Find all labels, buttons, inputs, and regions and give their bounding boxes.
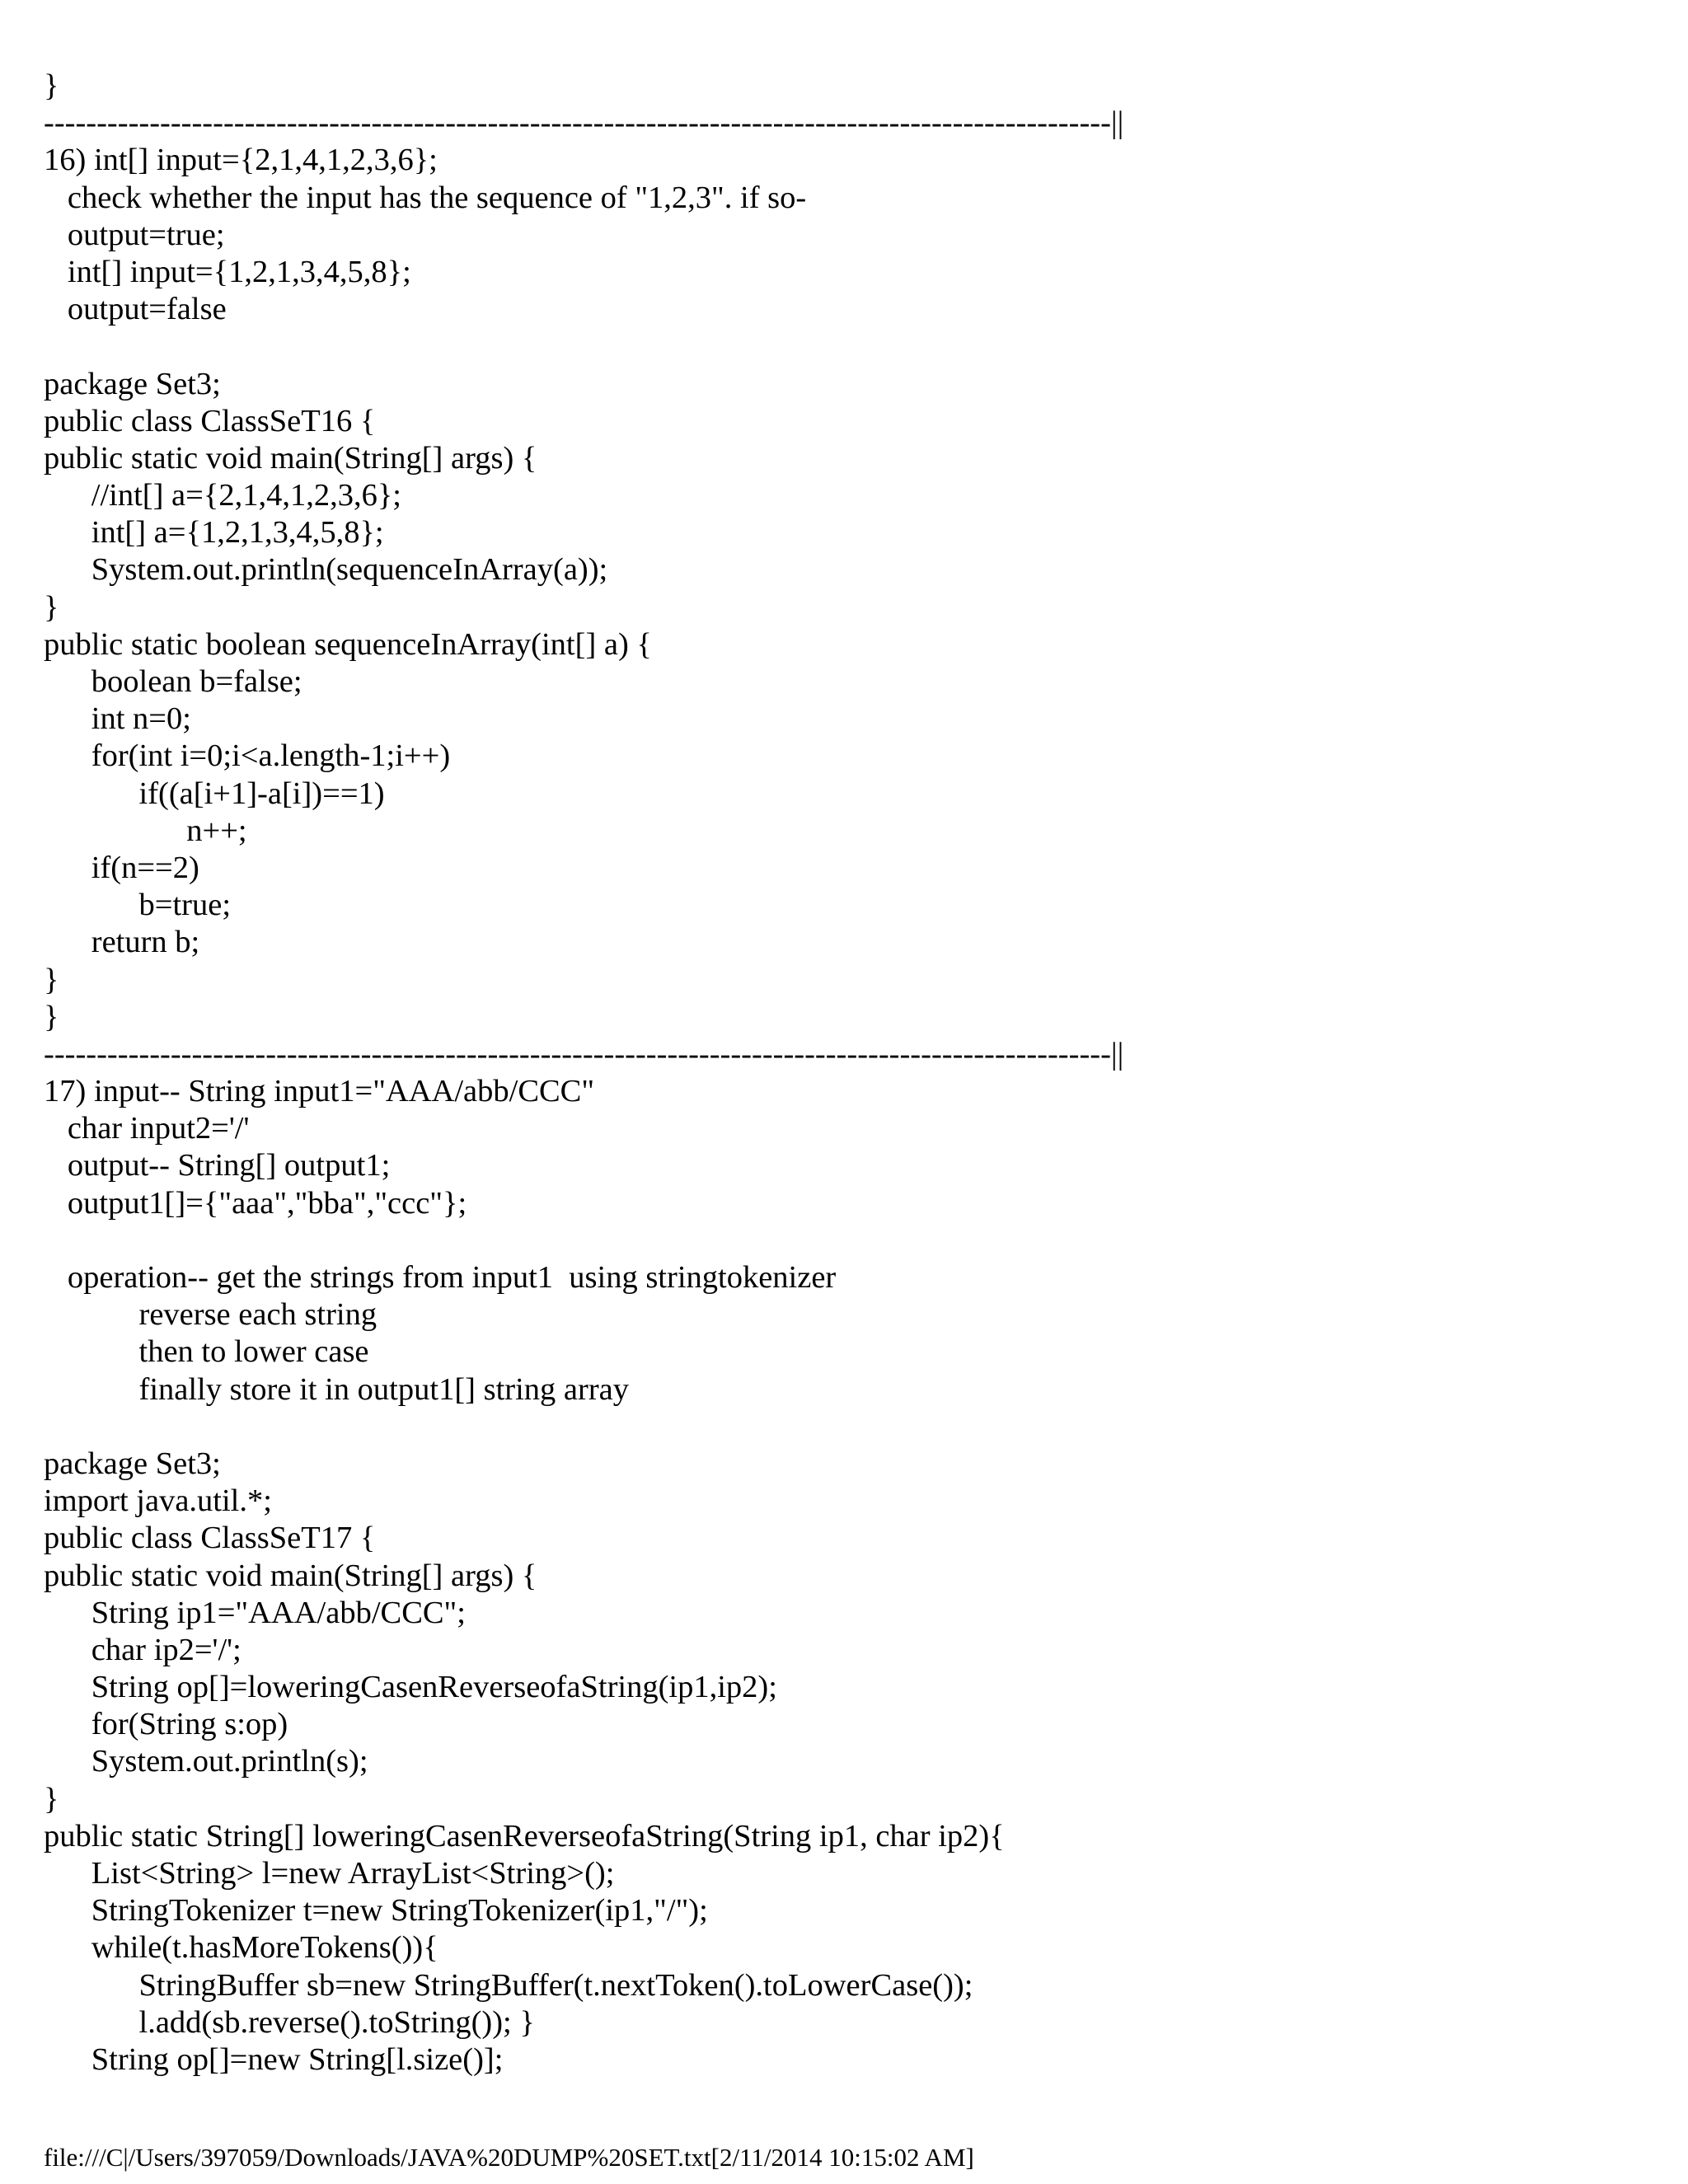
- text-line: finally store it in output1[] string array: [44, 1371, 629, 1407]
- text-line: public class ClassSeT17 {: [44, 1521, 376, 1556]
- text-line: }: [44, 589, 59, 625]
- text-line: import java.util.*;: [44, 1483, 272, 1519]
- text-line: output=true;: [44, 217, 225, 252]
- text-line: output=false: [44, 292, 227, 327]
- text-line: operation-- get the strings from input1 using stringtokenizer: [44, 1260, 837, 1295]
- text-line: List<String> l=new ArrayList<String>();: [44, 1856, 615, 1891]
- text-line: String op[]=new String[l.size()];: [44, 2041, 504, 2077]
- text-line: public static void main(String[] args) {: [44, 440, 537, 476]
- text-line: public static void main(String[] args) {: [44, 1558, 537, 1593]
- text-line: //int[] a={2,1,4,1,2,3,6};: [44, 478, 402, 513]
- text-line: }: [44, 999, 59, 1034]
- document-body: [44, 68, 1610, 2079]
- text-line: 17) input-- String input1="AAA/abb/CCC": [44, 1074, 595, 1109]
- separator-line: -----------------------------------------------------------------------------------------------------||: [44, 1036, 1124, 1071]
- text-line: public static String[] loweringCasenReverseofaString(String ip1, char ip2){: [44, 1818, 1005, 1854]
- text-line: if((a[i+1]-a[i])==1): [44, 776, 385, 811]
- text-line: }: [44, 68, 59, 103]
- text-line: public class ClassSeT16 {: [44, 403, 376, 438]
- text-line: StringBuffer sb=new StringBuffer(t.nextToken().toLowerCase());: [44, 1967, 973, 2003]
- text-line: boolean b=false;: [44, 664, 302, 699]
- text-line: [44, 1408, 1610, 1446]
- text-line: then to lower case: [44, 1334, 369, 1370]
- text-line: int[] a={1,2,1,3,4,5,8};: [44, 515, 384, 551]
- text-line: for(int i=0;i<a.length-1;i++): [44, 738, 451, 774]
- text-line: package Set3;: [44, 1446, 221, 1481]
- text-line: }: [44, 962, 59, 997]
- text-line: char input2='/': [44, 1111, 250, 1146]
- text-line: [44, 1222, 1610, 1259]
- separator-line: -----------------------------------------------------------------------------------------------------||: [44, 105, 1124, 141]
- text-line: StringTokenizer t=new StringTokenizer(ip1,"/");: [44, 1893, 708, 1929]
- text-line: char ip2='/';: [44, 1632, 241, 1667]
- text-line: System.out.println(sequenceInArray(a));: [44, 552, 608, 588]
- text-line: l.add(sb.reverse().toString()); }: [44, 2004, 535, 2040]
- page-footer-url: file:///C|/Users/397059/Downloads/JAVA%20DUMP%20SET.txt[2/11/2014 10:15:02 AM]: [44, 2143, 974, 2172]
- text-line: String ip1="AAA/abb/CCC";: [44, 1595, 466, 1630]
- text-line: public static boolean sequenceInArray(int[] a) {: [44, 626, 652, 662]
- text-line: output-- String[] output1;: [44, 1148, 391, 1183]
- text-line: while(t.hasMoreTokens()){: [44, 1930, 438, 1966]
- text-line: reverse each string: [44, 1297, 377, 1333]
- text-line: for(String s:op): [44, 1707, 288, 1742]
- text-line: System.out.println(s);: [44, 1744, 368, 1779]
- text-line: n++;: [44, 813, 247, 848]
- text-line: }: [44, 1781, 59, 1816]
- text-line: int n=0;: [44, 701, 191, 737]
- text-line: int[] input={1,2,1,3,4,5,8};: [44, 254, 411, 289]
- text-line: 16) int[] input={2,1,4,1,2,3,6};: [44, 143, 438, 178]
- text-line: return b;: [44, 925, 200, 960]
- text-line: output1[]={"aaa","bba","ccc"};: [44, 1185, 467, 1221]
- text-line: if(n==2): [44, 850, 199, 885]
- text-line: [44, 328, 1610, 365]
- text-line: String op[]=loweringCasenReverseofaString(ip1,ip2);: [44, 1670, 777, 1705]
- text-line: package Set3;: [44, 366, 221, 401]
- text-line: check whether the input has the sequence of "1,2,3". if so-: [44, 180, 807, 215]
- text-line: b=true;: [44, 888, 232, 923]
